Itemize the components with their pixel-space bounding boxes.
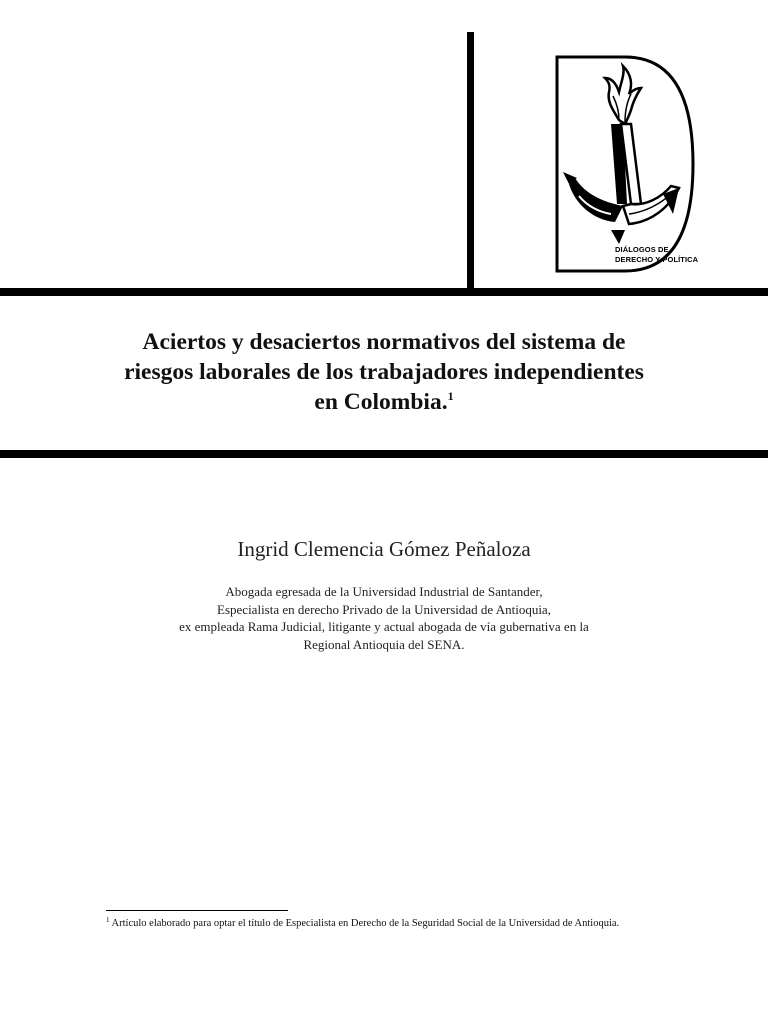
footnote (106, 917, 726, 931)
title-line-3-text: en Colombia. (314, 389, 448, 415)
vertical-divider (467, 32, 474, 290)
article-title (40, 327, 728, 417)
anchor-icon (553, 54, 699, 273)
author-name: Ingrid Clemencia Gómez Peñaloza (237, 537, 531, 561)
footnote-text: Artículo elaborado para optar el título de Especialista en Derecho de la Seguridad Social de la Universidad de Antioquia. (111, 918, 620, 929)
footnote-separator (106, 910, 288, 911)
journal-logo (553, 54, 699, 273)
affiliation-line-2: Especialista en derecho Privado de la Universidad de Antioquia, (217, 601, 551, 617)
affiliation-line-3: ex empleada Rama Judicial, litigante y actual abogada de vía gubernativa en la (179, 619, 589, 634)
top-horizontal-rule (0, 288, 768, 296)
logo-text-line-2: DERECHO Y POLÍTICA (615, 255, 699, 264)
author-affiliation (40, 583, 728, 653)
bottom-horizontal-rule (0, 450, 768, 458)
title-footnote-marker: 1 (447, 389, 454, 403)
affiliation-line-1: Abogada egresada de la Universidad Industrial de Santander, (225, 584, 543, 599)
logo-text-line-1: DIÁLOGOS DE (615, 245, 669, 254)
title-line-2: riesgos laborales de los trabajadores independientes (124, 359, 644, 385)
title-line-1: Aciertos y desaciertos normativos del sistema de (142, 329, 626, 355)
title-line-3 (40, 387, 728, 417)
affiliation-line-4: Regional Antioquia del SENA. (303, 636, 465, 652)
footnote-marker: 1 (106, 916, 110, 924)
